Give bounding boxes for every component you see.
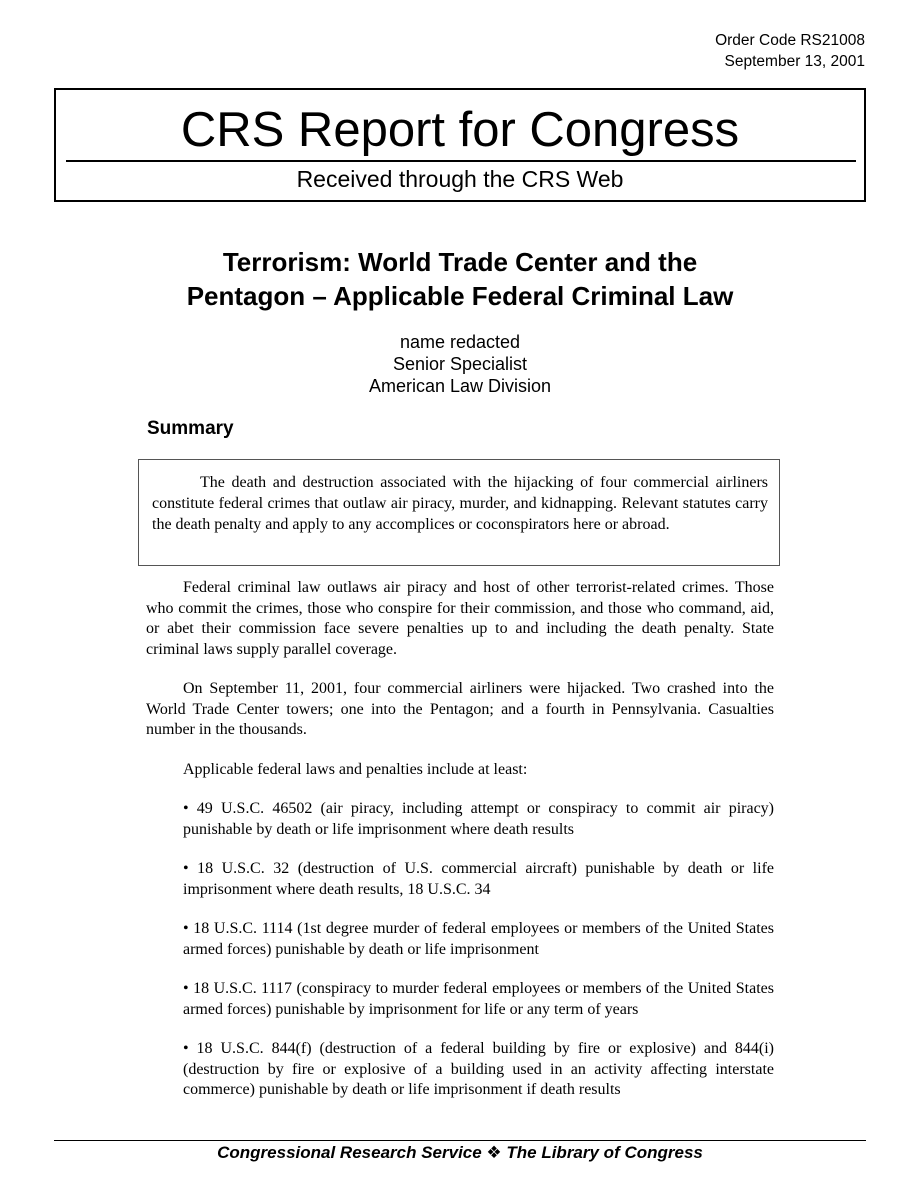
author-division: American Law Division bbox=[368, 376, 552, 396]
banner-title: CRS Report for Congress bbox=[180, 103, 740, 157]
law-bullet: • 18 U.S.C. 32 (destruction of U.S. commercial aircraft) punishable by death or life imprisonment where death results, 18 U.S.C. 34 bbox=[183, 860, 774, 898]
document-title bbox=[0, 245, 920, 313]
report-date: September 13, 2001 bbox=[724, 53, 865, 70]
law-bullet: • 18 U.S.C. 1117 (conspiracy to murder federal employees or members of the United States armed forces) punishable by imprisonment for life or any term of years bbox=[183, 980, 774, 1018]
document-title-line-2: Pentagon – Applicable Federal Criminal Law bbox=[186, 281, 734, 311]
author-block bbox=[0, 331, 920, 397]
footer-divider bbox=[54, 1140, 866, 1141]
body-paragraph: Applicable federal laws and penalties include at least: bbox=[183, 760, 528, 778]
summary-box bbox=[138, 459, 780, 566]
document-title-line-1: Terrorism: World Trade Center and the bbox=[222, 247, 698, 277]
report-banner bbox=[54, 88, 866, 202]
law-bullet: • 49 U.S.C. 46502 (air piracy, including attempt or conspiracy to commit air piracy) punishable by death or life imprisonment where death results bbox=[183, 800, 774, 838]
law-bullet: • 18 U.S.C. 1114 (1st degree murder of federal employees or members of the United States armed forces) punishable by death or life imprisonment bbox=[183, 920, 774, 958]
footer-text: Congressional Research Service ❖ The Library of Congress bbox=[217, 1143, 703, 1162]
banner-subtitle: Received through the CRS Web bbox=[296, 166, 624, 192]
order-info bbox=[715, 30, 865, 72]
law-bullet: • 18 U.S.C. 844(f) (destruction of a federal building by fire or explosive) and 844(i)(destruction by fire or explosive of a building used in an activity affecting interstate commerce) punishable by death or life imprisonment if death results bbox=[183, 1040, 774, 1098]
author-name: name redacted bbox=[399, 332, 521, 352]
banner-divider bbox=[66, 160, 856, 162]
order-code: Order Code RS21008 bbox=[715, 32, 865, 49]
body-paragraph: On September 11, 2001, four commercial airliners were hijacked. Two crashed into the World Trade Center towers; one into the Pentagon; and a fourth in Pennsylvania. Casualties number in the thousands. bbox=[146, 680, 774, 738]
body-paragraph: Federal criminal law outlaws air piracy and host of other terrorist-related crimes. Those who commit the crimes, those who conspire for their commission, and those who command, aid, or abet their commission face severe penalties up to and including the death penalty. State criminal laws supply parallel coverage. bbox=[146, 579, 774, 658]
summary-heading: Summary bbox=[147, 418, 234, 439]
document-body bbox=[146, 578, 774, 1120]
summary-text: The death and destruction associated with the hijacking of four commercial airliners constitute federal crimes that outlaw air piracy, murder, and kidnapping. Relevant statutes carry the death penalty and apply to any accomplices or coconspirators here or abroad. bbox=[152, 474, 768, 533]
author-position: Senior Specialist bbox=[392, 354, 528, 374]
